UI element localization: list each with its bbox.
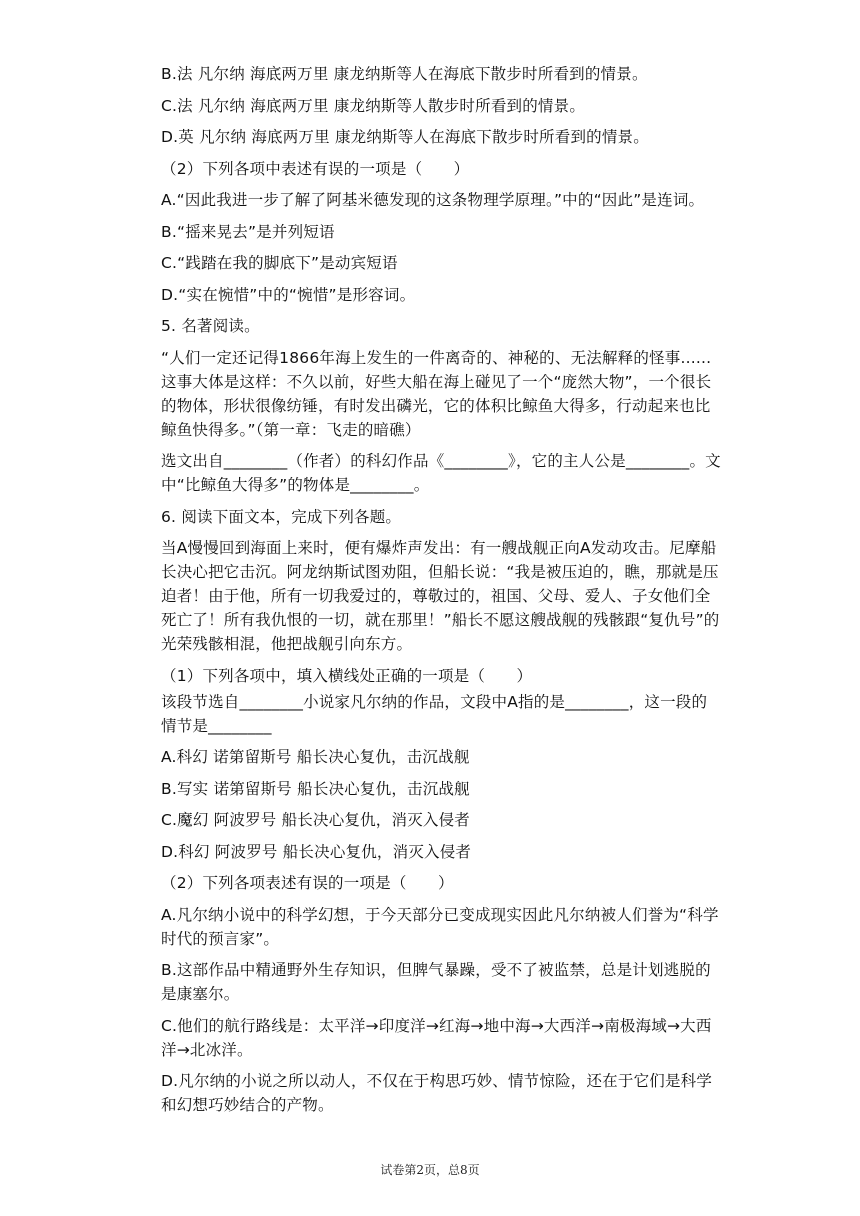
q2-option-c: C.“践踏在我的脚底下”是动宾短语 — [161, 254, 398, 272]
page-footer: 试卷第2页，总8页 — [380, 1163, 480, 1177]
q6-2-option-d: D.凡尔纳的小说之所以动人，不仅在于构思巧妙、情节惊险，还在于它们是科学和幻想巧妙结合的产物。 — [161, 1072, 713, 1114]
question-6-passage: 当A慢慢回到海面上来时，便有爆炸声发出：有一艘战舰正向A发动攻击。尼摩船长决心把它击沉。阿龙纳斯试图劝阻，但船长说：“我是被压迫的，瞧，那就是压迫者！由于他，所有一切我爱过的，尊敬过的，祖国、父母、爱人、子女他们全死亡了！所有我仇恨的一切，就在那里！”船长不愿这艘战舰的残骸跟“复仇号”的光荣残骸相混，他把战舰引向东方。 — [161, 539, 720, 653]
question-2-stem: （2）下列各项中表述有误的一项是（ ） — [161, 159, 470, 178]
q6-1-blanks: 该段节选自________小说家凡尔纳的作品，文段中A指的是________，这一段的情节是________ — [161, 692, 708, 735]
option-c-line: C.法 凡尔纳 海底两万里 康龙纳斯等人散步时所看到的情景。 — [161, 96, 586, 115]
q6-2-option-c: C.他们的航行路线是：太平洋→印度洋→红海→地中海→大西洋→南极海域→大西洋→北冰洋。 — [161, 1016, 712, 1059]
q6-2-stem: （2）下列各项表述有误的一项是（ ） — [161, 874, 454, 892]
option-d-line: D.英 凡尔纳 海底两万里 康龙纳斯等人在海底下散步时所看到的情景。 — [161, 128, 649, 146]
q2-option-a: A.“因此我进一步了解了阿基米德发现的这条物理学原理。”中的“因此”是连词。 — [161, 191, 705, 209]
q6-1-option-d: D.科幻 阿波罗号 船长决心复仇，消灭入侵者 — [161, 842, 472, 861]
q6-1-option-a: A.科幻 诺第留斯号 船长决心复仇，击沉战舰 — [161, 748, 470, 766]
q6-1-option-b: B.写实 诺第留斯号 船长决心复仇，击沉战舰 — [161, 779, 470, 798]
question-5-passage: “人们一定还记得1866年海上发生的一件离奇的、神秘的、无法解释的怪事......这事大体是这样：不久以前，好些大船在海上碰见了一个“庞然大物”，一个很长的物体，形状很像纺锤，有时发出磷光，它的体积比鲸鱼大得多，行动起来也比鲸鱼快得多。”（第一章：飞走的暗礁） — [161, 348, 712, 439]
page-content — [161, 62, 721, 1125]
q6-1-stem: （1）下列各项中，填入横线处正确的一项是（ ） — [161, 666, 533, 685]
question-5-heading: 5. 名著阅读。 — [161, 317, 260, 335]
option-b-line: B.法 凡尔纳 海底两万里 康龙纳斯等人在海底下散步时所看到的情景。 — [161, 65, 648, 83]
question-6-heading: 6. 阅读下面文本，完成下列各题。 — [161, 507, 402, 526]
q6-2-option-b: B.这部作品中精通野外生存知识，但脾气暴躁，受不了被监禁，总是计划逃脱的是康塞尔。 — [161, 961, 711, 1003]
q2-option-b: B.“摇来晃去”是并列短语 — [161, 222, 335, 241]
q6-2-option-a: A.凡尔纳小说中的科学幻想，于今天部分已变成现实因此凡尔纳被人们誉为“科学时代的预言家”。 — [161, 905, 719, 948]
question-5-blanks: 选文出自________（作者）的科幻作品《________》，它的主人公是________。文中“比鲸鱼大得多”的物体是________。 — [161, 452, 721, 494]
q2-option-d: D.“实在惋惜”中的“惋惜”是形容词。 — [161, 285, 416, 304]
q6-1-option-c: C.魔幻 阿波罗号 船长决心复仇，消灭入侵者 — [161, 811, 471, 829]
